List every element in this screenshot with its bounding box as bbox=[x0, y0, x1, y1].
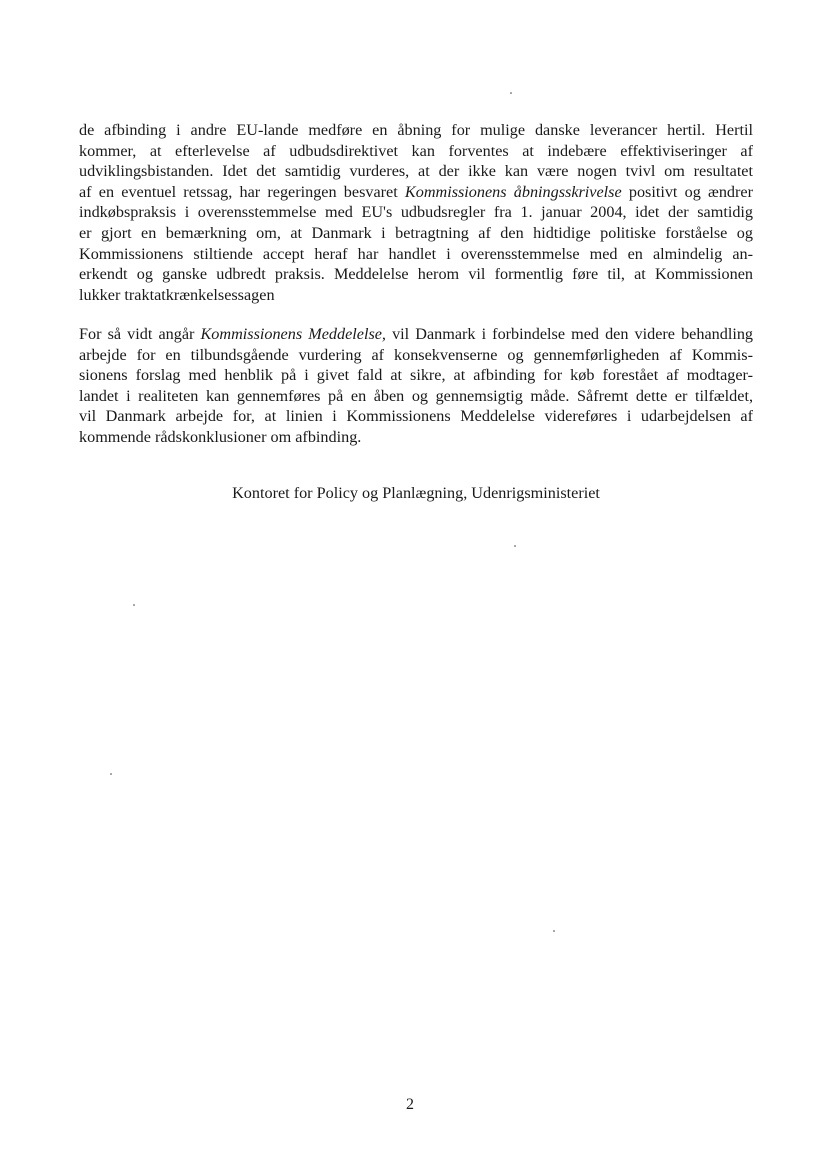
paragraph-line: kommer, at efterlevelse af udbudsdirektivet kan forventes at indebære effektiviseringer af bbox=[79, 141, 753, 160]
scan-speck bbox=[510, 92, 512, 94]
page-number: 2 bbox=[406, 1096, 414, 1113]
text-run: vil Danmark i forbindelse med den videre behandling bbox=[385, 325, 754, 343]
scan-speck bbox=[514, 545, 516, 547]
paragraph-line: kommende rådskonklusioner om afbinding. bbox=[79, 427, 362, 446]
paragraph-line: de afbinding i andre EU-lande medføre en åbning for mulige danske leverancer hertil. Hertil bbox=[79, 121, 753, 139]
text-run: af en eventuel retssag, har regeringen besvaret bbox=[79, 182, 405, 201]
paragraph-line: arbejde for en tilbundsgående vurdering af konsekvenserne og gennemførligheden af Kommis- bbox=[79, 345, 753, 364]
text-run: For så vidt angår bbox=[79, 325, 201, 343]
scan-speck bbox=[133, 604, 135, 606]
paragraph-line: erkendt og ganske udbredt praksis. Meddelelse herom vil formentlig føre til, at Kommissionen bbox=[79, 265, 753, 284]
paragraph-line: vil Danmark arbejde for, at linien i Kommissionens Meddelelse videreføres i udarbejdelsen af bbox=[79, 407, 753, 426]
paragraph-line bbox=[79, 182, 753, 203]
paragraph-line: sionens forslag med henblik på i givet fald at sikre, at afbinding for køb forestået af modtager- bbox=[79, 366, 753, 385]
paragraph-line bbox=[79, 324, 753, 345]
scan-speck bbox=[553, 930, 555, 932]
paragraph-line: lukker traktatkrænkelsessagen bbox=[79, 285, 275, 304]
paragraph-line: landet i realiteten kan gennemføres på en åben og gennemsigtig måde. Såfremt dette er tilfældet, bbox=[79, 386, 753, 405]
paragraph-line: er gjort en bemærkning om, at Danmark i betragtning af den hidtidige politiske forståelse og bbox=[79, 223, 753, 242]
text-run: positivt og ændrer bbox=[621, 182, 753, 201]
italic-reference: Kommissionens åbningsskrivelse bbox=[404, 182, 622, 201]
paragraph-line: Kommissionens stiltiende accept heraf har handlet i overensstemmelse med en almindelig an- bbox=[79, 244, 753, 263]
scan-speck bbox=[110, 773, 112, 775]
paragraph-line: udviklingsbistanden. Idet det samtidig vurderes, at der ikke kan være nogen tvivl om resultatet bbox=[79, 162, 753, 181]
paragraph-afbinding-complaint bbox=[79, 120, 753, 305]
paragraph-commission-communication bbox=[79, 324, 753, 448]
signature-line: Kontoret for Policy og Planlægning, Udenrigsministeriet bbox=[232, 484, 600, 502]
italic-reference: Kommissionens Meddelelse, bbox=[200, 325, 386, 343]
paragraph-line: indkøbspraksis i overensstemmelse med EU's udbudsregler fra 1. januar 2004, idet der samtidig bbox=[79, 203, 753, 222]
